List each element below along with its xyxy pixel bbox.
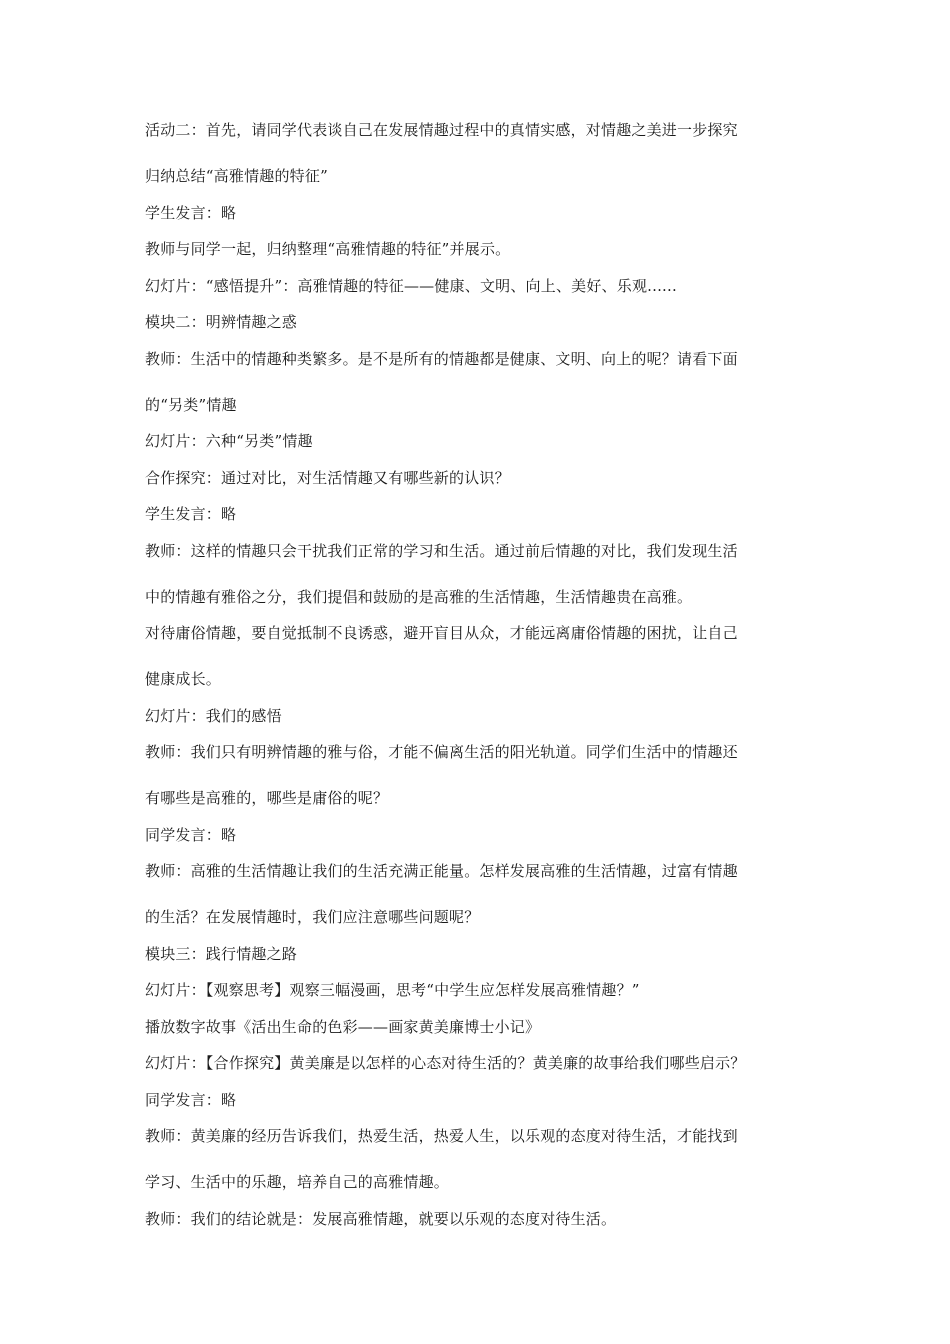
text-line: 学生发言：略 [145, 505, 237, 523]
text-line: 学生发言：略 [145, 203, 237, 222]
text-line: 幻灯片：我们的感悟 [145, 706, 282, 725]
text-line: 幻灯片：【合作探究】黄美廉是以怎样的心态对待生活的？黄美廉的故事给我们哪些启示？ [145, 1054, 746, 1072]
text-line: 中的情趣有雅俗之分，我们提倡和鼓励的是高雅的生活情趣，生活情趣贵在高雅。 [145, 587, 693, 606]
text-line: 同学发言：略 [145, 825, 237, 844]
text-line: 幻灯片：六种“另类”情趣 [145, 432, 313, 450]
text-line: 教师：高雅的生活情趣让我们的生活充满正能量。怎样发展高雅的生活情趣，过富有情趣 [145, 862, 738, 880]
text-line: 教师与同学一起，归纳整理“高雅情趣的特征”并展示。 [145, 240, 511, 258]
document-body [145, 120, 815, 1229]
text-line: 对待庸俗情趣，要自觉抵制不良诱惑，避开盲目从众，才能远离庸俗情趣的困扰，让自己 [145, 624, 738, 642]
text-line: 的生活？在发展情趣时，我们应注意哪些问题呢？ [145, 908, 480, 926]
text-line: 活动二：首先，请同学代表谈自己在发展情趣过程中的真情实感，对情趣之美进一步探究 [145, 121, 738, 139]
text-line: 播放数字故事《活出生命的色彩——画家黄美廉博士小记》 [145, 1017, 541, 1036]
section-heading: 模块三：践行情趣之路 [145, 944, 298, 963]
text-line: 学习、生活中的乐趣，培养自己的高雅情趣。 [145, 1173, 450, 1191]
text-line: 幻灯片：“感悟提升”：高雅情趣的特征——健康、文明、向上、美好、乐观...... [145, 276, 677, 295]
text-line: 教师：黄美廉的经历告诉我们，热爱生活，热爱人生，以乐观的态度对待生活，才能找到 [145, 1127, 738, 1145]
text-line: 同学发言：略 [145, 1090, 237, 1109]
text-line: 教师：我们的结论就是：发展高雅情趣，就要以乐观的态度对待生活。 [145, 1209, 617, 1228]
text-line: 教师：我们只有明辨情趣的雅与俗，才能不偏离生活的阳光轨道。同学们生活中的情趣还 [145, 743, 738, 761]
text-line: 教师：生活中的情趣种类繁多。是不是所有的情趣都是健康、文明、向上的呢？请看下面 [145, 349, 738, 368]
text-line: 有哪些是高雅的，哪些是庸俗的呢？ [145, 789, 389, 807]
text-line: 合作探究：通过对比，对生活情趣又有哪些新的认识？ [145, 468, 510, 487]
text-line: 的“另类”情趣 [145, 395, 237, 414]
section-heading: 模块二：明辨情趣之惑 [145, 313, 298, 331]
text-line: 归纳总结“高雅情趣的特征” [145, 167, 328, 185]
text-line: 幻灯片：【观察思考】观察三幅漫画，思考“中学生应怎样发展高雅情趣？” [145, 981, 640, 999]
text-line: 健康成长。 [145, 670, 222, 688]
text-line: 教师：这样的情趣只会干扰我们正常的学习和生活。通过前后情趣的对比，我们发现生活 [145, 541, 738, 560]
